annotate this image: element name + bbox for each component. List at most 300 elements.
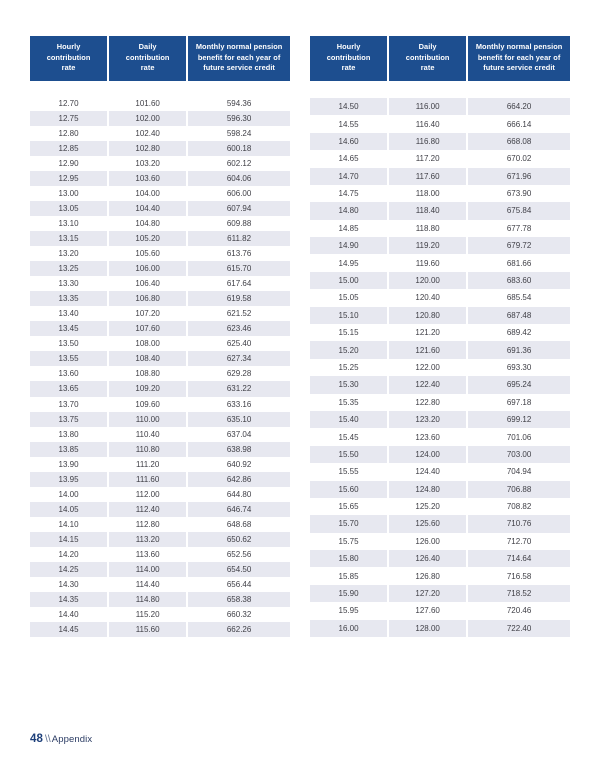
header-row bbox=[310, 36, 570, 81]
cell-hourly-rate: 14.40 bbox=[30, 607, 109, 622]
table-body-left bbox=[30, 81, 290, 638]
header-line-2: contribution bbox=[326, 52, 371, 62]
header-line-1: Daily bbox=[418, 42, 437, 51]
header-line-3: rate bbox=[341, 63, 356, 73]
table-row bbox=[30, 366, 290, 381]
cell-daily-rate: 126.00 bbox=[389, 533, 468, 550]
table-body-right bbox=[310, 81, 570, 638]
cell-hourly-rate: 15.60 bbox=[310, 481, 389, 498]
table-row bbox=[30, 201, 290, 216]
header-body-gap bbox=[310, 81, 570, 98]
cell-hourly-rate: 15.95 bbox=[310, 602, 389, 619]
cell-monthly-benefit: 683.60 bbox=[468, 272, 570, 289]
table-row bbox=[30, 276, 290, 291]
cell-monthly-benefit: 631.22 bbox=[188, 381, 290, 396]
cell-monthly-benefit: 718.52 bbox=[468, 585, 570, 602]
cell-hourly-rate: 13.35 bbox=[30, 291, 109, 306]
cell-hourly-rate: 14.60 bbox=[310, 133, 389, 150]
header-line-2: contribution bbox=[46, 52, 91, 62]
cell-monthly-benefit: 679.72 bbox=[468, 237, 570, 254]
cell-daily-rate: 103.60 bbox=[109, 171, 188, 186]
cell-monthly-benefit: 695.24 bbox=[468, 376, 570, 393]
cell-hourly-rate: 14.75 bbox=[310, 185, 389, 202]
cell-daily-rate: 118.00 bbox=[389, 185, 468, 202]
cell-daily-rate: 116.80 bbox=[389, 133, 468, 150]
table-row bbox=[30, 502, 290, 517]
cell-hourly-rate: 13.10 bbox=[30, 216, 109, 231]
header-line-1: Hourly bbox=[336, 42, 361, 51]
cell-daily-rate: 124.00 bbox=[389, 446, 468, 463]
cell-hourly-rate: 15.45 bbox=[310, 428, 389, 445]
cell-hourly-rate: 12.75 bbox=[30, 111, 109, 126]
cell-monthly-benefit: 594.36 bbox=[188, 96, 290, 111]
cell-hourly-rate: 13.65 bbox=[30, 381, 109, 396]
cell-monthly-benefit: 637.04 bbox=[188, 427, 290, 442]
cell-monthly-benefit: 675.84 bbox=[468, 202, 570, 219]
header-row bbox=[30, 36, 290, 81]
table-row bbox=[30, 442, 290, 457]
header-body-gap bbox=[30, 81, 290, 96]
cell-daily-rate: 111.20 bbox=[109, 457, 188, 472]
table-row bbox=[310, 585, 570, 602]
cell-hourly-rate: 13.90 bbox=[30, 457, 109, 472]
cell-monthly-benefit: 615.70 bbox=[188, 261, 290, 276]
cell-monthly-benefit: 609.88 bbox=[188, 216, 290, 231]
cell-hourly-rate: 14.25 bbox=[30, 562, 109, 577]
cell-monthly-benefit: 699.12 bbox=[468, 411, 570, 428]
cell-hourly-rate: 13.80 bbox=[30, 427, 109, 442]
table-row bbox=[310, 220, 570, 237]
pension-tables-container bbox=[30, 36, 570, 637]
table-row bbox=[310, 428, 570, 445]
table-row bbox=[310, 98, 570, 115]
cell-monthly-benefit: 602.12 bbox=[188, 156, 290, 171]
cell-monthly-benefit: 691.36 bbox=[468, 341, 570, 358]
cell-monthly-benefit: 668.08 bbox=[468, 133, 570, 150]
table-row bbox=[30, 381, 290, 396]
cell-hourly-rate: 13.85 bbox=[30, 442, 109, 457]
cell-daily-rate: 116.40 bbox=[389, 115, 468, 132]
cell-monthly-benefit: 670.02 bbox=[468, 150, 570, 167]
cell-daily-rate: 102.80 bbox=[109, 141, 188, 156]
cell-monthly-benefit: 673.90 bbox=[468, 185, 570, 202]
cell-daily-rate: 112.80 bbox=[109, 517, 188, 532]
cell-monthly-benefit: 687.48 bbox=[468, 307, 570, 324]
header-line-2: benefit for each year of bbox=[197, 52, 281, 62]
cell-hourly-rate: 14.85 bbox=[310, 220, 389, 237]
table-row bbox=[310, 533, 570, 550]
cell-daily-rate: 110.00 bbox=[109, 412, 188, 427]
cell-hourly-rate: 15.75 bbox=[310, 533, 389, 550]
cell-monthly-benefit: 652.56 bbox=[188, 547, 290, 562]
cell-hourly-rate: 13.30 bbox=[30, 276, 109, 291]
cell-daily-rate: 107.20 bbox=[109, 306, 188, 321]
cell-hourly-rate: 12.85 bbox=[30, 141, 109, 156]
cell-hourly-rate: 15.90 bbox=[310, 585, 389, 602]
cell-hourly-rate: 15.30 bbox=[310, 376, 389, 393]
table-row bbox=[310, 567, 570, 584]
cell-hourly-rate: 13.45 bbox=[30, 321, 109, 336]
cell-daily-rate: 121.20 bbox=[389, 324, 468, 341]
cell-hourly-rate: 13.60 bbox=[30, 366, 109, 381]
cell-daily-rate: 104.00 bbox=[109, 186, 188, 201]
table-row bbox=[30, 321, 290, 336]
table-row bbox=[310, 394, 570, 411]
table-row bbox=[30, 336, 290, 351]
cell-monthly-benefit: 666.14 bbox=[468, 115, 570, 132]
cell-daily-rate: 124.40 bbox=[389, 463, 468, 480]
header-line-3: future service credit bbox=[203, 63, 275, 73]
header-line-1: Monthly normal pension bbox=[195, 42, 283, 51]
cell-hourly-rate: 14.80 bbox=[310, 202, 389, 219]
cell-hourly-rate: 14.70 bbox=[310, 168, 389, 185]
table-row bbox=[310, 620, 570, 638]
cell-daily-rate: 110.80 bbox=[109, 442, 188, 457]
table-row bbox=[310, 376, 570, 393]
column-header-monthly-benefit bbox=[468, 36, 570, 81]
cell-monthly-benefit: 635.10 bbox=[188, 412, 290, 427]
table-row bbox=[30, 427, 290, 442]
cell-daily-rate: 108.00 bbox=[109, 336, 188, 351]
table-row bbox=[310, 341, 570, 358]
cell-hourly-rate: 15.15 bbox=[310, 324, 389, 341]
table-row bbox=[30, 186, 290, 201]
cell-daily-rate: 119.60 bbox=[389, 254, 468, 271]
cell-monthly-benefit: 633.16 bbox=[188, 397, 290, 412]
cell-monthly-benefit: 606.00 bbox=[188, 186, 290, 201]
table-row bbox=[310, 515, 570, 532]
footer-section-label: Appendix bbox=[51, 734, 93, 745]
cell-monthly-benefit: 693.30 bbox=[468, 359, 570, 376]
pension-table-right bbox=[310, 36, 570, 637]
cell-hourly-rate: 13.25 bbox=[30, 261, 109, 276]
table-row bbox=[310, 602, 570, 619]
cell-hourly-rate: 15.80 bbox=[310, 550, 389, 567]
column-header-monthly-benefit bbox=[188, 36, 290, 81]
table-row bbox=[310, 185, 570, 202]
table-row bbox=[30, 156, 290, 171]
table-row bbox=[310, 359, 570, 376]
table-row bbox=[30, 577, 290, 592]
table-row bbox=[310, 550, 570, 567]
cell-hourly-rate: 16.00 bbox=[310, 620, 389, 638]
cell-daily-rate: 101.60 bbox=[109, 96, 188, 111]
cell-monthly-benefit: 703.00 bbox=[468, 446, 570, 463]
table-row bbox=[30, 592, 290, 607]
header-line-1: Monthly normal pension bbox=[475, 42, 563, 51]
cell-monthly-benefit: 596.30 bbox=[188, 111, 290, 126]
table-row bbox=[310, 307, 570, 324]
cell-daily-rate: 118.40 bbox=[389, 202, 468, 219]
cell-hourly-rate: 13.95 bbox=[30, 472, 109, 487]
cell-daily-rate: 114.80 bbox=[109, 592, 188, 607]
cell-monthly-benefit: 656.44 bbox=[188, 577, 290, 592]
column-header-daily-rate bbox=[389, 36, 468, 81]
table-row bbox=[310, 446, 570, 463]
cell-daily-rate: 127.60 bbox=[389, 602, 468, 619]
cell-monthly-benefit: 613.76 bbox=[188, 246, 290, 261]
table-row bbox=[310, 254, 570, 271]
cell-monthly-benefit: 598.24 bbox=[188, 126, 290, 141]
cell-hourly-rate: 15.70 bbox=[310, 515, 389, 532]
cell-daily-rate: 117.60 bbox=[389, 168, 468, 185]
cell-daily-rate: 110.40 bbox=[109, 427, 188, 442]
cell-monthly-benefit: 623.46 bbox=[188, 321, 290, 336]
cell-hourly-rate: 13.50 bbox=[30, 336, 109, 351]
table-row bbox=[310, 411, 570, 428]
cell-monthly-benefit: 710.76 bbox=[468, 515, 570, 532]
cell-hourly-rate: 14.45 bbox=[30, 622, 109, 637]
cell-monthly-benefit: 658.38 bbox=[188, 592, 290, 607]
cell-hourly-rate: 15.25 bbox=[310, 359, 389, 376]
cell-monthly-benefit: 600.18 bbox=[188, 141, 290, 156]
cell-hourly-rate: 14.15 bbox=[30, 532, 109, 547]
column-header-daily-rate bbox=[109, 36, 188, 81]
cell-daily-rate: 112.40 bbox=[109, 502, 188, 517]
cell-daily-rate: 124.80 bbox=[389, 481, 468, 498]
table-row bbox=[30, 231, 290, 246]
cell-monthly-benefit: 654.50 bbox=[188, 562, 290, 577]
table-row bbox=[310, 115, 570, 132]
table-row bbox=[30, 96, 290, 111]
table-row bbox=[30, 397, 290, 412]
table-row bbox=[310, 133, 570, 150]
column-header-hourly-rate bbox=[30, 36, 109, 81]
cell-hourly-rate: 15.50 bbox=[310, 446, 389, 463]
cell-hourly-rate: 14.65 bbox=[310, 150, 389, 167]
table-row bbox=[30, 607, 290, 622]
cell-hourly-rate: 15.00 bbox=[310, 272, 389, 289]
cell-monthly-benefit: 712.70 bbox=[468, 533, 570, 550]
cell-monthly-benefit: 664.20 bbox=[468, 98, 570, 115]
cell-daily-rate: 125.20 bbox=[389, 498, 468, 515]
cell-daily-rate: 108.80 bbox=[109, 366, 188, 381]
gap-cell bbox=[310, 81, 570, 98]
table-row bbox=[310, 289, 570, 306]
cell-hourly-rate: 14.35 bbox=[30, 592, 109, 607]
cell-daily-rate: 107.60 bbox=[109, 321, 188, 336]
cell-hourly-rate: 15.85 bbox=[310, 567, 389, 584]
cell-monthly-benefit: 607.94 bbox=[188, 201, 290, 216]
table-row bbox=[310, 237, 570, 254]
cell-daily-rate: 114.00 bbox=[109, 562, 188, 577]
table-row bbox=[30, 562, 290, 577]
header-line-3: future service credit bbox=[483, 63, 555, 73]
cell-daily-rate: 127.20 bbox=[389, 585, 468, 602]
table-row bbox=[30, 216, 290, 231]
cell-daily-rate: 123.60 bbox=[389, 428, 468, 445]
table-row bbox=[30, 412, 290, 427]
header-line-3: rate bbox=[61, 63, 76, 73]
cell-monthly-benefit: 677.78 bbox=[468, 220, 570, 237]
cell-daily-rate: 109.20 bbox=[109, 381, 188, 396]
cell-daily-rate: 119.20 bbox=[389, 237, 468, 254]
table-row bbox=[310, 150, 570, 167]
gap-cell bbox=[30, 81, 290, 96]
cell-monthly-benefit: 706.88 bbox=[468, 481, 570, 498]
cell-daily-rate: 122.80 bbox=[389, 394, 468, 411]
cell-monthly-benefit: 689.42 bbox=[468, 324, 570, 341]
table-row bbox=[30, 261, 290, 276]
table-header-left bbox=[30, 36, 290, 81]
cell-hourly-rate: 15.65 bbox=[310, 498, 389, 515]
cell-daily-rate: 109.60 bbox=[109, 397, 188, 412]
cell-monthly-benefit: 671.96 bbox=[468, 168, 570, 185]
header-line-3: rate bbox=[420, 63, 435, 73]
cell-monthly-benefit: 660.32 bbox=[188, 607, 290, 622]
cell-daily-rate: 121.60 bbox=[389, 341, 468, 358]
cell-hourly-rate: 15.35 bbox=[310, 394, 389, 411]
cell-monthly-benefit: 625.40 bbox=[188, 336, 290, 351]
header-line-1: Hourly bbox=[56, 42, 81, 51]
header-line-1: Daily bbox=[138, 42, 157, 51]
cell-hourly-rate: 15.40 bbox=[310, 411, 389, 428]
cell-daily-rate: 117.20 bbox=[389, 150, 468, 167]
cell-daily-rate: 116.00 bbox=[389, 98, 468, 115]
cell-monthly-benefit: 646.74 bbox=[188, 502, 290, 517]
cell-monthly-benefit: 720.46 bbox=[468, 602, 570, 619]
cell-daily-rate: 113.20 bbox=[109, 532, 188, 547]
cell-monthly-benefit: 722.40 bbox=[468, 620, 570, 638]
cell-daily-rate: 111.60 bbox=[109, 472, 188, 487]
cell-daily-rate: 120.80 bbox=[389, 307, 468, 324]
cell-monthly-benefit: 604.06 bbox=[188, 171, 290, 186]
cell-hourly-rate: 13.20 bbox=[30, 246, 109, 261]
footer-page-number: 48 bbox=[30, 733, 43, 745]
table-row bbox=[310, 202, 570, 219]
cell-daily-rate: 104.80 bbox=[109, 216, 188, 231]
cell-monthly-benefit: 640.92 bbox=[188, 457, 290, 472]
table-row bbox=[310, 498, 570, 515]
cell-hourly-rate: 12.80 bbox=[30, 126, 109, 141]
cell-daily-rate: 125.60 bbox=[389, 515, 468, 532]
cell-daily-rate: 122.40 bbox=[389, 376, 468, 393]
cell-hourly-rate: 13.75 bbox=[30, 412, 109, 427]
cell-monthly-benefit: 621.52 bbox=[188, 306, 290, 321]
cell-hourly-rate: 13.55 bbox=[30, 351, 109, 366]
header-line-3: rate bbox=[140, 63, 155, 73]
table-row bbox=[30, 547, 290, 562]
cell-daily-rate: 123.20 bbox=[389, 411, 468, 428]
cell-hourly-rate: 15.05 bbox=[310, 289, 389, 306]
cell-daily-rate: 108.40 bbox=[109, 351, 188, 366]
cell-monthly-benefit: 662.26 bbox=[188, 622, 290, 637]
cell-daily-rate: 113.60 bbox=[109, 547, 188, 562]
cell-monthly-benefit: 627.34 bbox=[188, 351, 290, 366]
cell-hourly-rate: 12.90 bbox=[30, 156, 109, 171]
cell-monthly-benefit: 648.68 bbox=[188, 517, 290, 532]
cell-hourly-rate: 14.90 bbox=[310, 237, 389, 254]
cell-daily-rate: 118.80 bbox=[389, 220, 468, 237]
cell-hourly-rate: 12.95 bbox=[30, 171, 109, 186]
pension-table-left bbox=[30, 36, 290, 637]
table-row bbox=[310, 324, 570, 341]
cell-daily-rate: 105.60 bbox=[109, 246, 188, 261]
cell-monthly-benefit: 638.98 bbox=[188, 442, 290, 457]
cell-daily-rate: 102.00 bbox=[109, 111, 188, 126]
cell-daily-rate: 122.00 bbox=[389, 359, 468, 376]
column-header-hourly-rate bbox=[310, 36, 389, 81]
cell-hourly-rate: 14.05 bbox=[30, 502, 109, 517]
cell-daily-rate: 103.20 bbox=[109, 156, 188, 171]
cell-hourly-rate: 15.20 bbox=[310, 341, 389, 358]
cell-hourly-rate: 14.00 bbox=[30, 487, 109, 502]
table-row bbox=[30, 126, 290, 141]
cell-daily-rate: 115.20 bbox=[109, 607, 188, 622]
cell-daily-rate: 128.00 bbox=[389, 620, 468, 638]
table-header-right bbox=[310, 36, 570, 81]
cell-monthly-benefit: 629.28 bbox=[188, 366, 290, 381]
table-row bbox=[310, 463, 570, 480]
cell-hourly-rate: 13.70 bbox=[30, 397, 109, 412]
cell-daily-rate: 120.00 bbox=[389, 272, 468, 289]
table-row bbox=[310, 168, 570, 185]
cell-monthly-benefit: 644.80 bbox=[188, 487, 290, 502]
header-line-2: contribution bbox=[405, 52, 450, 62]
table-row bbox=[30, 111, 290, 126]
cell-monthly-benefit: 708.82 bbox=[468, 498, 570, 515]
footer-separator: \\ bbox=[45, 734, 51, 745]
cell-hourly-rate: 14.55 bbox=[310, 115, 389, 132]
cell-daily-rate: 102.40 bbox=[109, 126, 188, 141]
table-row bbox=[30, 351, 290, 366]
cell-hourly-rate: 14.30 bbox=[30, 577, 109, 592]
table-row bbox=[30, 306, 290, 321]
table-row bbox=[30, 472, 290, 487]
cell-hourly-rate: 13.05 bbox=[30, 201, 109, 216]
table-row bbox=[30, 622, 290, 637]
cell-daily-rate: 105.20 bbox=[109, 231, 188, 246]
cell-monthly-benefit: 704.94 bbox=[468, 463, 570, 480]
cell-monthly-benefit: 650.62 bbox=[188, 532, 290, 547]
cell-daily-rate: 114.40 bbox=[109, 577, 188, 592]
table-row bbox=[30, 246, 290, 261]
cell-monthly-benefit: 681.66 bbox=[468, 254, 570, 271]
cell-hourly-rate: 12.70 bbox=[30, 96, 109, 111]
cell-hourly-rate: 14.20 bbox=[30, 547, 109, 562]
table-row bbox=[30, 517, 290, 532]
cell-daily-rate: 126.40 bbox=[389, 550, 468, 567]
cell-hourly-rate: 14.95 bbox=[310, 254, 389, 271]
cell-monthly-benefit: 619.58 bbox=[188, 291, 290, 306]
header-line-2: contribution bbox=[125, 52, 170, 62]
cell-monthly-benefit: 714.64 bbox=[468, 550, 570, 567]
table-row bbox=[310, 272, 570, 289]
cell-daily-rate: 115.60 bbox=[109, 622, 188, 637]
table-row bbox=[30, 141, 290, 156]
cell-daily-rate: 106.80 bbox=[109, 291, 188, 306]
table-row bbox=[30, 532, 290, 547]
cell-monthly-benefit: 701.06 bbox=[468, 428, 570, 445]
cell-monthly-benefit: 611.82 bbox=[188, 231, 290, 246]
cell-hourly-rate: 13.15 bbox=[30, 231, 109, 246]
page-footer bbox=[30, 733, 92, 745]
header-line-2: benefit for each year of bbox=[477, 52, 561, 62]
cell-monthly-benefit: 697.18 bbox=[468, 394, 570, 411]
table-row bbox=[30, 171, 290, 186]
cell-monthly-benefit: 685.54 bbox=[468, 289, 570, 306]
cell-monthly-benefit: 716.58 bbox=[468, 567, 570, 584]
cell-hourly-rate: 13.00 bbox=[30, 186, 109, 201]
cell-daily-rate: 126.80 bbox=[389, 567, 468, 584]
cell-hourly-rate: 13.40 bbox=[30, 306, 109, 321]
cell-daily-rate: 120.40 bbox=[389, 289, 468, 306]
cell-hourly-rate: 15.55 bbox=[310, 463, 389, 480]
cell-daily-rate: 112.00 bbox=[109, 487, 188, 502]
table-row bbox=[30, 291, 290, 306]
cell-daily-rate: 106.00 bbox=[109, 261, 188, 276]
cell-daily-rate: 106.40 bbox=[109, 276, 188, 291]
